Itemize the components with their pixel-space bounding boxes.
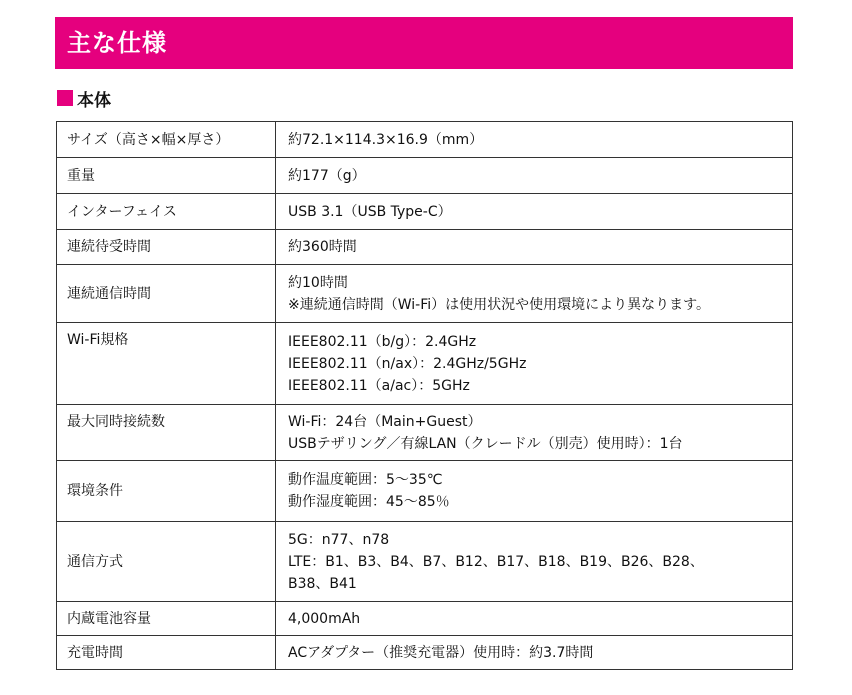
- spec-row-battery: [57, 602, 793, 636]
- spec-value-note: ※連続通信時間（Wi-Fi）は使用状況や使用環境により異なります。: [288, 296, 711, 313]
- spec-row-network: [57, 522, 793, 602]
- section-marker-icon: [57, 90, 73, 106]
- spec-label: Wi-Fi規格: [57, 323, 276, 405]
- spec-value-line: 約10時間: [288, 274, 348, 291]
- spec-value: [276, 323, 793, 405]
- spec-value-line: ACアダプター（推奨充電器）使用時：約3.7時間: [288, 644, 594, 661]
- spec-value-line: 約72.1×114.3×16.9（mm）: [288, 131, 484, 148]
- spec-row-weight: [57, 158, 793, 194]
- spec-label: 充電時間: [57, 636, 276, 670]
- spec-row-charge-time: [57, 636, 793, 670]
- spec-value: [276, 158, 793, 194]
- spec-value-line: 動作湿度範囲：45～85％: [288, 494, 450, 510]
- spec-label: インターフェイス: [57, 194, 276, 230]
- spec-value-line: 約360時間: [288, 239, 357, 255]
- spec-value-line: 4,000mAh: [288, 610, 361, 627]
- spec-value: [276, 230, 793, 265]
- spec-label: 連続通信時間: [57, 265, 276, 323]
- spec-value: [276, 461, 793, 522]
- spec-label: 連続待受時間: [57, 230, 276, 265]
- spec-value-line: Wi-Fi：24台（Main+Guest）: [288, 413, 482, 430]
- spec-table: [56, 121, 793, 670]
- spec-value-line: IEEE802.11（a/ac）：5GHz: [288, 377, 470, 394]
- spec-value-line: USBテザリング／有線LAN（クレードル（別売）使用時）：1台: [288, 435, 683, 452]
- section-title: 本体: [77, 90, 111, 111]
- spec-value-line: USB 3.1（USB Type-C）: [288, 203, 452, 220]
- spec-value-line: B38、B41: [288, 575, 357, 592]
- spec-label: サイズ（高さ×幅×厚さ）: [57, 122, 276, 158]
- spec-value-line: IEEE802.11（b/g）：2.4GHz: [288, 333, 477, 350]
- spec-value-line: 5G：n77、n78: [288, 531, 390, 548]
- spec-value: [276, 522, 793, 602]
- spec-label: 内蔵電池容量: [57, 602, 276, 636]
- page-header-banner: [55, 17, 793, 69]
- spec-label: 最大同時接続数: [57, 405, 276, 461]
- spec-value-line: 約177（g）: [288, 167, 366, 184]
- spec-label: 重量: [57, 158, 276, 194]
- spec-row-environment: [57, 461, 793, 522]
- spec-row-size: [57, 122, 793, 158]
- spec-row-interface: [57, 194, 793, 230]
- spec-value: [276, 405, 793, 461]
- spec-row-talk-time: [57, 265, 793, 323]
- spec-value: [276, 602, 793, 636]
- spec-label: 通信方式: [57, 522, 276, 602]
- spec-row-standby: [57, 230, 793, 265]
- spec-value-line: 動作温度範囲：5～35℃: [288, 472, 443, 488]
- spec-value: [276, 265, 793, 323]
- spec-label: 環境条件: [57, 461, 276, 522]
- spec-value: [276, 194, 793, 230]
- spec-value: [276, 122, 793, 158]
- spec-value: [276, 636, 793, 670]
- spec-row-wifi: [57, 323, 793, 405]
- spec-value-line: IEEE802.11（n/ax）：2.4GHz/5GHz: [288, 355, 527, 372]
- spec-value-line: LTE：B1、B3、B4、B7、B12、B17、B18、B19、B26、B28、: [288, 553, 704, 570]
- section-heading: [57, 86, 111, 110]
- page-title: 主な仕様: [67, 29, 167, 57]
- spec-row-connections: [57, 405, 793, 461]
